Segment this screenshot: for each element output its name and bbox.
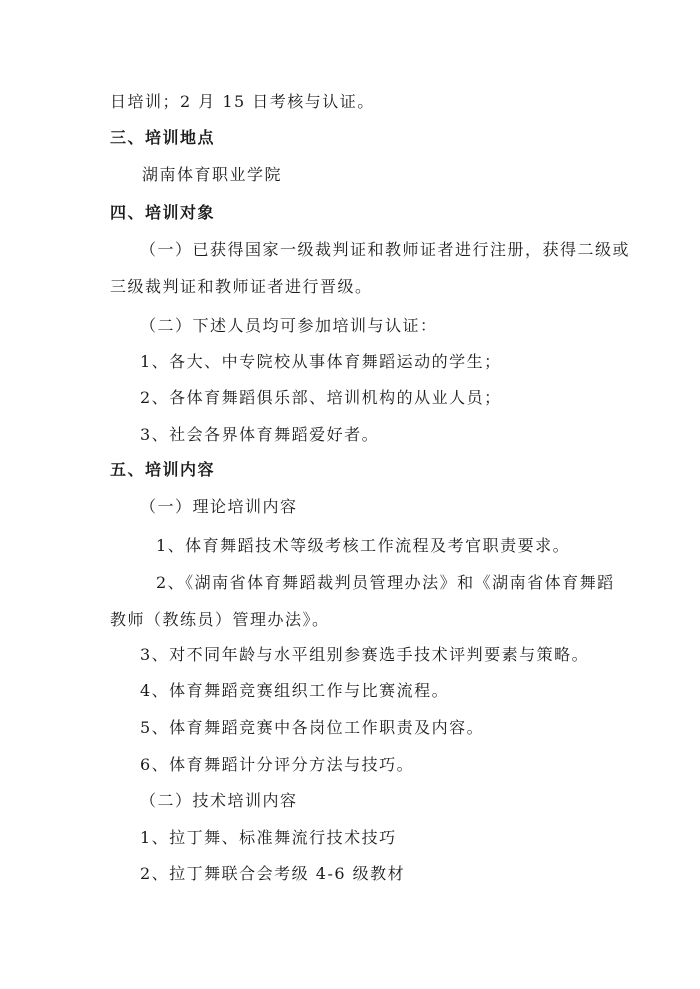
text-line: （一）已获得国家一级裁判证和教师证者进行注册，获得二级或 bbox=[140, 240, 631, 259]
list-item: 2、各体育舞蹈俱乐部、培训机构的从业人员； bbox=[140, 388, 502, 407]
text-line: 湖南体育职业学院 bbox=[142, 165, 283, 184]
list-item: 2、《湖南省体育舞蹈裁判员管理办法》和《湖南省体育舞蹈 bbox=[156, 573, 615, 592]
subsection-heading: （二）技术培训内容 bbox=[140, 791, 298, 810]
subsection-heading: （一）理论培训内容 bbox=[140, 497, 298, 516]
list-item: 1、拉丁舞、标准舞流行技术技巧 bbox=[140, 828, 397, 847]
list-item: 5、体育舞蹈竞赛中各岗位工作职责及内容。 bbox=[140, 718, 485, 737]
list-item: 6、体育舞蹈计分评分方法与技巧。 bbox=[140, 755, 415, 774]
list-item: 2、拉丁舞联合会考级 4-6 级教材 bbox=[140, 864, 406, 883]
text-line: 三级裁判证和教师证者进行晋级。 bbox=[110, 277, 373, 296]
text-line: （二）下述人员均可参加培训与认证： bbox=[140, 316, 438, 335]
section-heading-content: 五、培训内容 bbox=[110, 460, 216, 479]
list-item: 3、社会各界体育舞蹈爱好者。 bbox=[140, 425, 380, 444]
list-item: 4、体育舞蹈竞赛组织工作与比赛流程。 bbox=[140, 681, 450, 700]
list-item: 1、体育舞蹈技术等级考核工作流程及考官职责要求。 bbox=[156, 536, 571, 555]
section-heading-audience: 四、培训对象 bbox=[110, 203, 216, 222]
list-item: 教师（教练员）管理办法》。 bbox=[110, 610, 330, 629]
list-item: 3、对不同年龄与水平组别参赛选手技术评判要素与策略。 bbox=[140, 645, 590, 664]
section-heading-location: 三、培训地点 bbox=[110, 128, 216, 147]
list-item: 1、各大、中专院校从事体育舞蹈运动的学生； bbox=[140, 352, 502, 371]
text-line: 日培训；2 月 15 日考核与认证。 bbox=[110, 92, 375, 111]
